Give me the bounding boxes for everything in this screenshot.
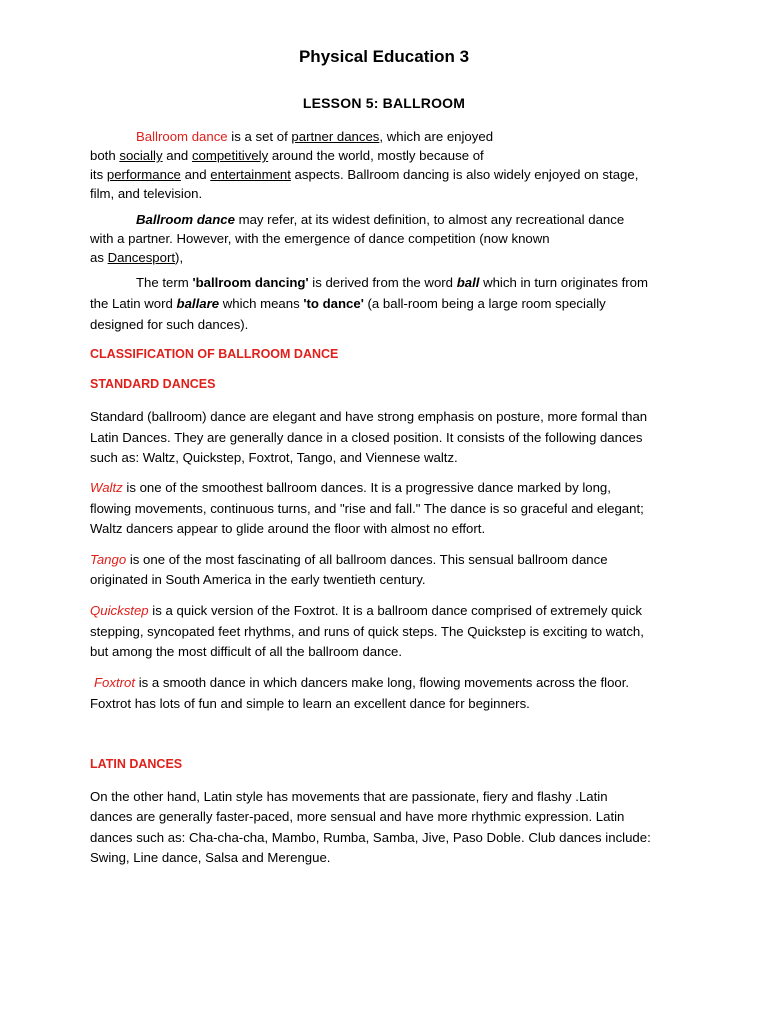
- waltz-line-1: Waltz is one of the smoothest ballroom dances. It is a progressive dance marked by long,: [90, 480, 611, 495]
- lesson-heading: LESSON 5: BALLROOM: [302, 95, 466, 111]
- standard-dances-heading: STANDARD DANCES: [90, 377, 216, 391]
- classification-heading: CLASSIFICATION OF BALLROOM DANCE: [90, 347, 339, 361]
- quickstep-line-1: Quickstep is a quick version of the Foxtrot. It is a ballroom dance comprised of extremely quick: [90, 603, 642, 618]
- tango-line-2: originated in South America in the early twentieth century.: [90, 572, 426, 587]
- p2-line-2: with a partner. However, with the emergence of dance competition (now known: [90, 231, 550, 246]
- entertainment-link[interactable]: entertainment: [210, 167, 291, 182]
- tango-term: Tango: [90, 552, 127, 567]
- waltz-line-3: Waltz dancers appear to glide around the floor with almost no effort.: [90, 521, 486, 536]
- p3-line-2: the Latin word ballare which means 'to dance' (a ball-room being a large room specially: [90, 296, 606, 311]
- performance-link[interactable]: performance: [106, 167, 181, 182]
- quickstep-line-2: stepping, syncopated feet rhythms, and runs of quick steps. The Quickstep is exciting to watch,: [90, 624, 644, 639]
- p3-line-3: designed for such dances).: [90, 317, 249, 332]
- partner-dances-link[interactable]: partner dances: [291, 129, 380, 144]
- ballroom-dance-term: Ballroom dance: [136, 129, 228, 144]
- competitively-link[interactable]: competitively: [191, 148, 269, 163]
- standard-line-3: such as: Waltz, Quickstep, Foxtrot, Tango, and Viennese waltz.: [90, 450, 458, 465]
- waltz-term: Waltz: [90, 480, 123, 495]
- dancesport-link[interactable]: Dancesport: [107, 250, 176, 265]
- latin-line-4: Swing, Line dance, Salsa and Merengue.: [90, 850, 331, 865]
- foxtrot-line-1: Foxtrot is a smooth dance in which dancers make long, flowing movements across the floor.: [94, 675, 630, 690]
- p1-line-4: film, and television.: [90, 186, 203, 201]
- document-title: Physical Education 3: [298, 47, 470, 66]
- waltz-line-2: flowing movements, continuous turns, and "rise and fall." The dance is so graceful and elegant;: [90, 501, 644, 516]
- standard-line-2: Latin Dances. They are generally dance in a closed position. It consists of the following dances: [90, 430, 643, 445]
- quickstep-term: Quickstep: [90, 603, 149, 618]
- socially-link[interactable]: socially: [119, 148, 163, 163]
- latin-line-3: dances such as: Cha-cha-cha, Mambo, Rumba, Samba, Jive, Paso Doble. Club dances include:: [90, 830, 651, 845]
- latin-line-2: dances are generally faster-paced, more sensual and have more rhythmic expression. Latin: [90, 809, 625, 824]
- quickstep-line-3: but among the most difficult of all the ballroom dance.: [90, 644, 403, 659]
- p1-line-3: its performance and entertainment aspects. Ballroom dancing is also widely enjoyed on stage,: [90, 167, 639, 182]
- standard-line-1: Standard (ballroom) dance are elegant and have strong emphasis on posture, more formal than: [90, 409, 648, 424]
- latin-line-1: On the other hand, Latin style has movements that are passionate, fiery and flashy .Latin: [90, 789, 608, 804]
- foxtrot-term: Foxtrot: [94, 675, 136, 690]
- latin-dances-heading: LATIN DANCES: [90, 757, 183, 771]
- tango-line-1: Tango is one of the most fascinating of all ballroom dances. This sensual ballroom dance: [90, 552, 608, 567]
- p1-line-1: Ballroom dance is a set of partner dances, which are enjoyed: [136, 129, 494, 144]
- p2-line-1: Ballroom dance may refer, at its widest definition, to almost any recreational dance: [136, 212, 625, 227]
- p2-line-3: as Dancesport),: [90, 250, 184, 265]
- p3-line-1: The term 'ballroom dancing' is derived from the word ball which in turn originates from: [136, 275, 648, 290]
- p1-line-2: both socially and competitively around the world, mostly because of: [90, 148, 484, 163]
- foxtrot-line-2: Foxtrot has lots of fun and simple to learn an excellent dance for beginners.: [90, 696, 530, 711]
